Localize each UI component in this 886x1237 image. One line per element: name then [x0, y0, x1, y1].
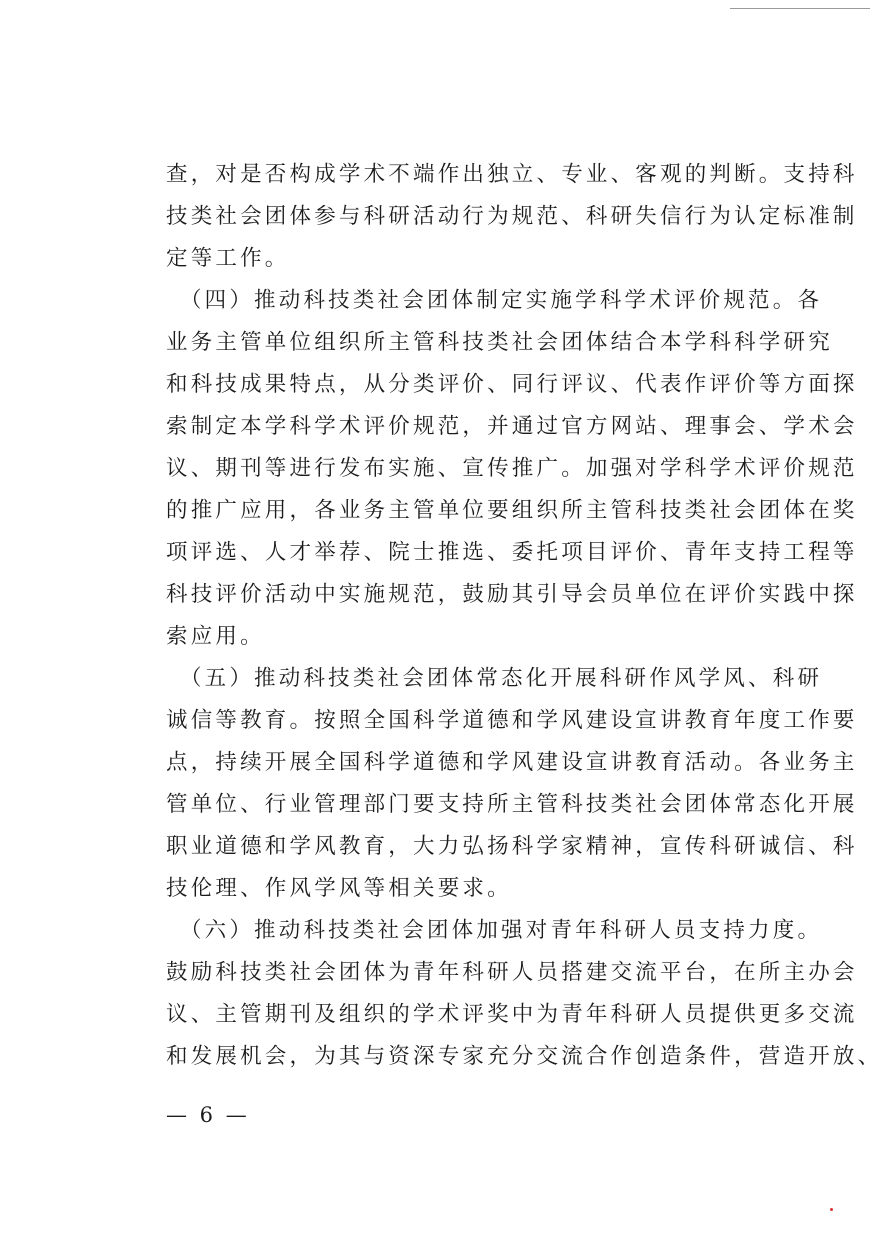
text-line: 职业道德和学风教育，大力弘扬科学家精神，宣传科研诚信、科 [166, 834, 858, 859]
text-line: 诚信等教育。按照全国科学道德和学风建设宣讲教育年度工作要 [166, 708, 858, 733]
text-line: 管单位、行业管理部门要支持所主管科技类社会团体常态化开展 [166, 792, 858, 817]
scan-edge-line [730, 8, 870, 9]
text-line: 技伦理、作风学风等相关要求。 [166, 876, 512, 901]
text-line: 和发展机会，为其与资深专家充分交流合作创造条件，营造开放、 [166, 1044, 883, 1069]
text-line: 议、主管期刊及组织的学术评奖中为青年科研人员提供更多交流 [166, 1002, 858, 1027]
body-text [166, 154, 883, 1078]
page-number: — 6 — [166, 1103, 250, 1127]
text-line: 科技评价活动中实施规范，鼓励其引导会员单位在评价实践中探 [166, 582, 858, 607]
section-heading-5: （五）推动科技类社会团体常态化开展科研作风学风、科研 [166, 666, 823, 691]
text-line: 议、期刊等进行发布实施、宣传推广。加强对学科学术评价规范 [166, 456, 858, 481]
text-line: 索制定本学科学术评价规范，并通过官方网站、理事会、学术会 [166, 414, 858, 439]
text-line: 查，对是否构成学术不端作出独立、专业、客观的判断。支持科 [166, 162, 858, 187]
text-line: 技类社会团体参与科研活动行为规范、科研失信行为认定标准制 [166, 204, 858, 229]
text-line: 点，持续开展全国科学道德和学风建设宣讲教育活动。各业务主 [166, 750, 858, 775]
section-heading-6: （六）推动科技类社会团体加强对青年科研人员支持力度。 [166, 918, 823, 943]
text-line: 鼓励科技类社会团体为青年科研人员搭建交流平台，在所主办会 [166, 960, 858, 985]
text-line: 业务主管单位组织所主管科技类社会团体结合本学科科学研究 [166, 330, 833, 355]
text-line: 和科技成果特点，从分类评价、同行评议、代表作评价等方面探 [166, 372, 858, 397]
text-line: 定等工作。 [166, 246, 290, 271]
scan-speck [830, 1208, 833, 1211]
text-line: 索应用。 [166, 624, 265, 649]
text-line: 的推广应用，各业务主管单位要组织所主管科技类社会团体在奖 [166, 498, 858, 523]
section-heading-4: （四）推动科技类社会团体制定实施学科学术评价规范。各 [166, 288, 823, 313]
text-line: 项评选、人才举荐、院士推选、委托项目评价、青年支持工程等 [166, 540, 858, 565]
